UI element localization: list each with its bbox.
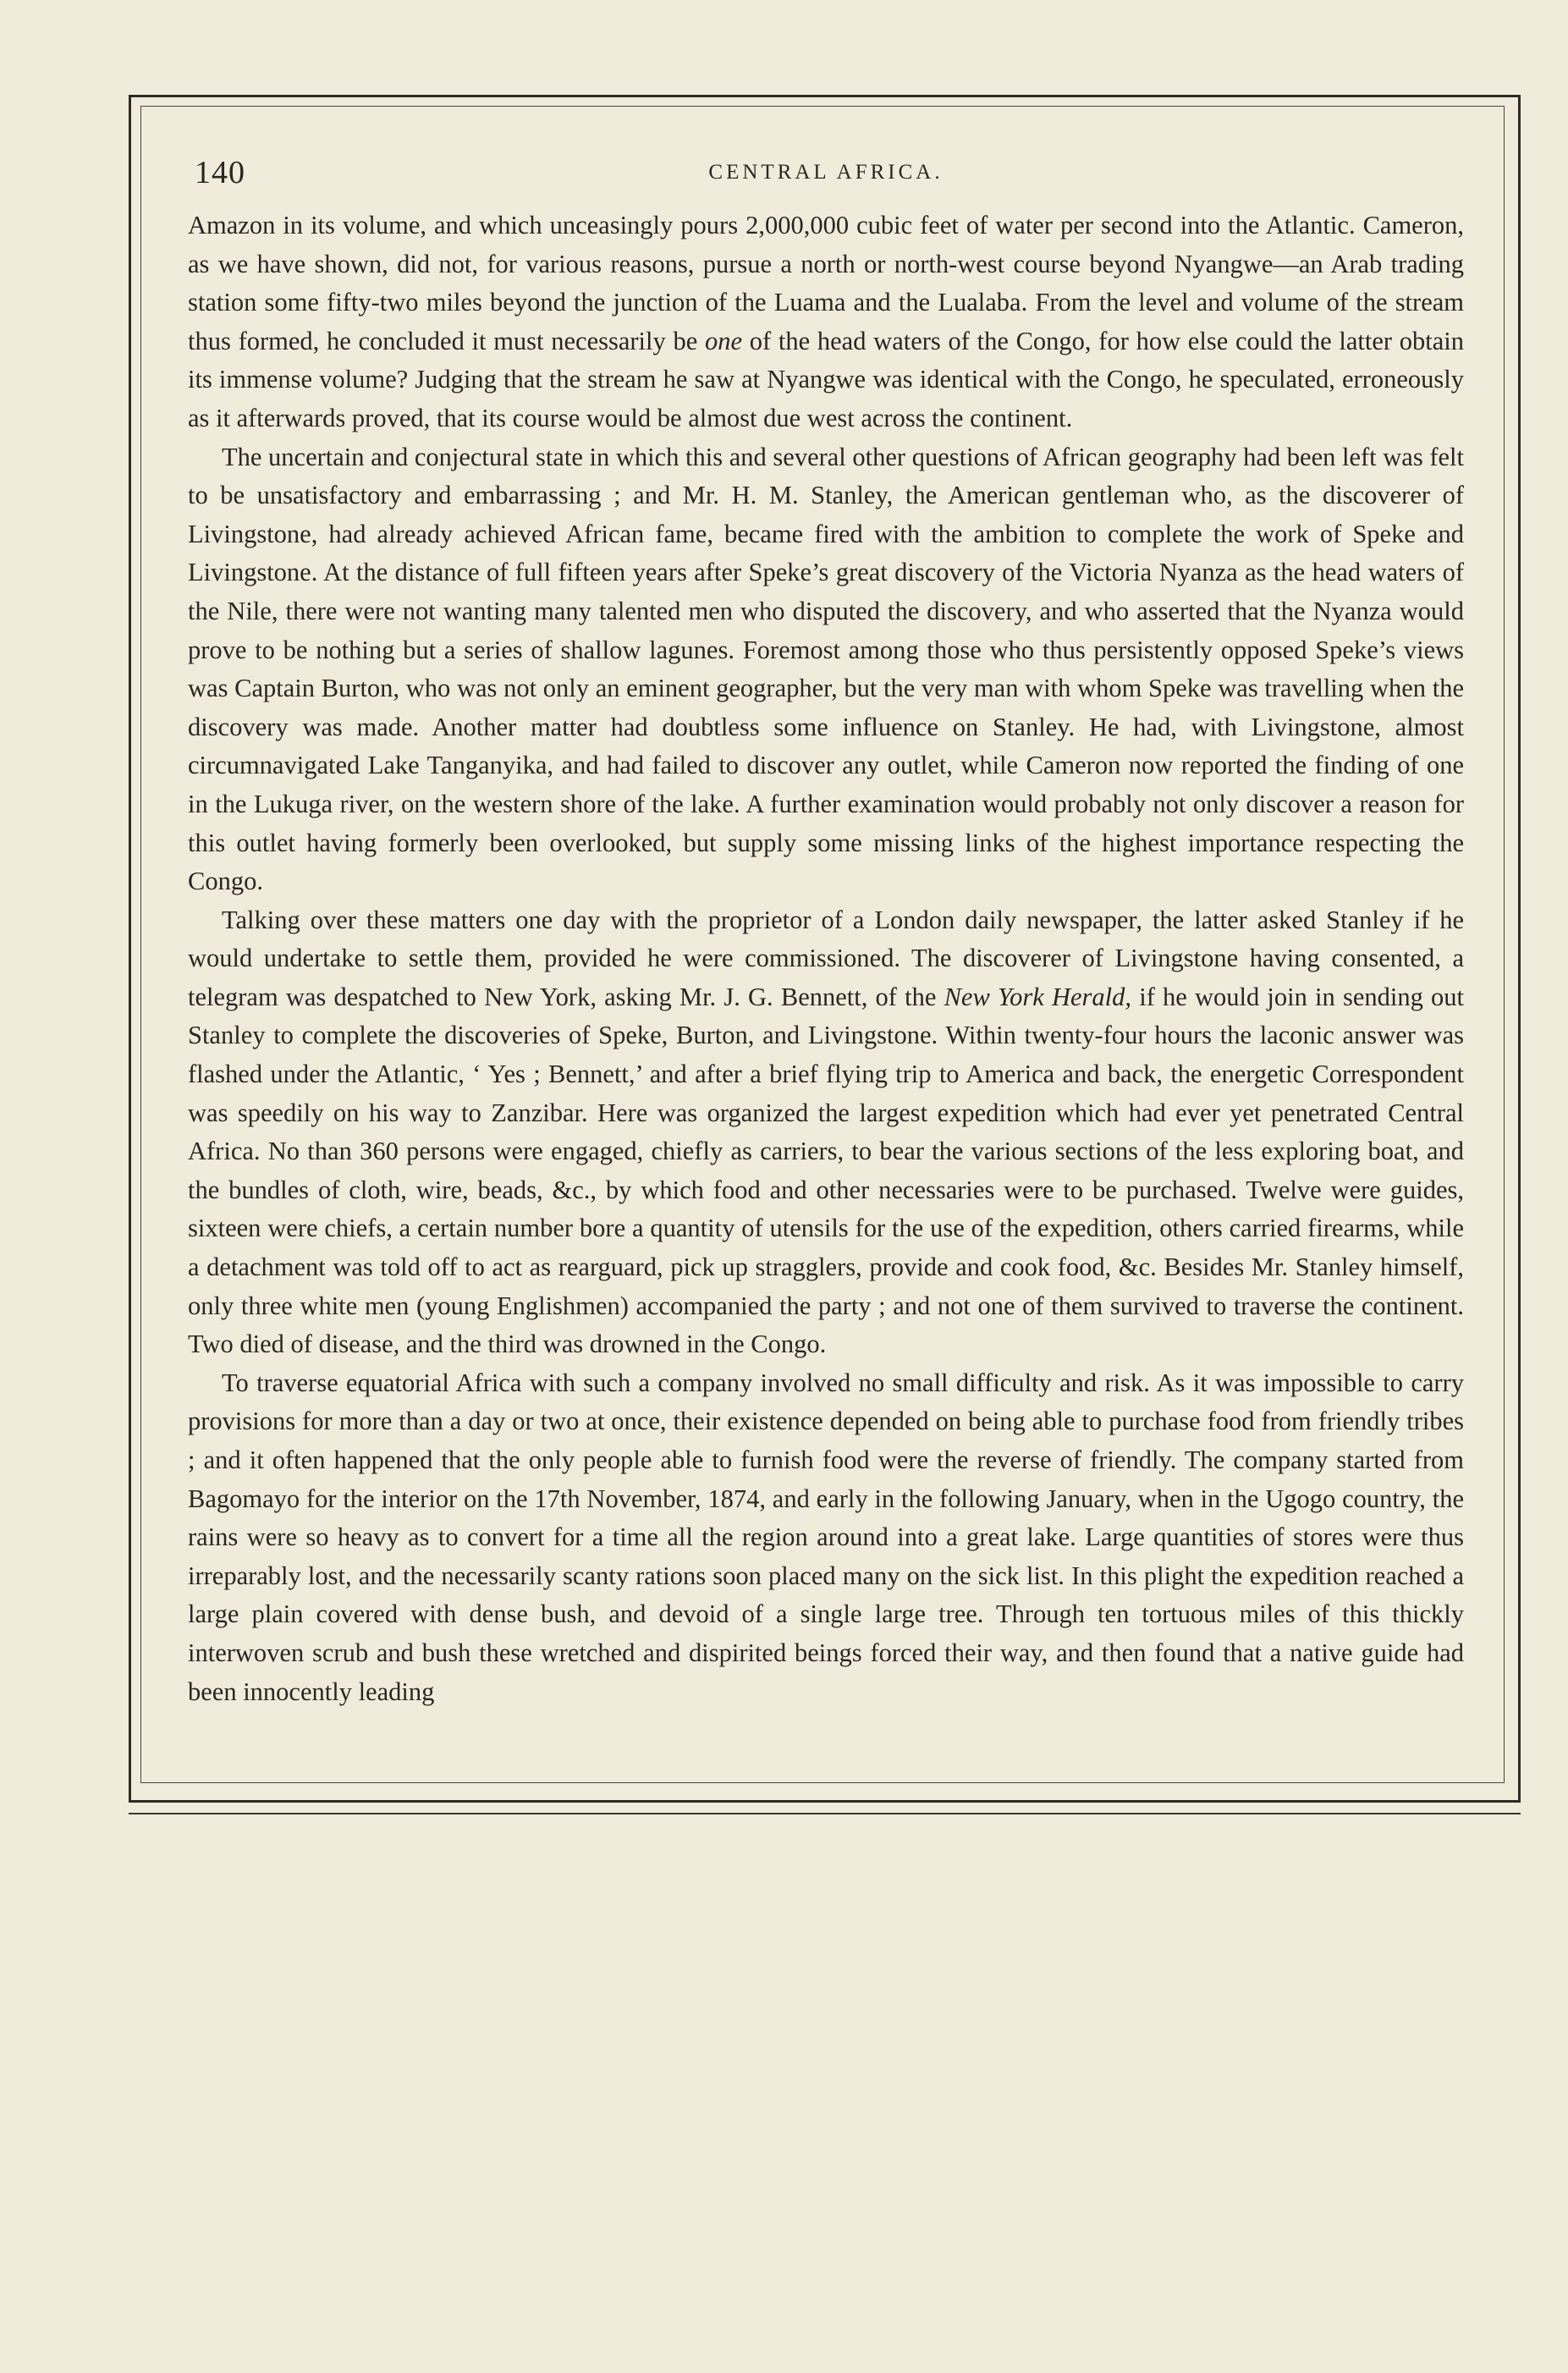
running-title: CENTRAL AFRICA. bbox=[708, 161, 944, 184]
body-text bbox=[188, 206, 1464, 1711]
paragraph-1-italic: one bbox=[704, 326, 743, 355]
paragraph-2: The uncertain and conjectural state in which this and several other questions of African geography had been left was felt to be unsatisfactory and embarrassing ; and Mr. H. M. Stanley, the American gentleman who, as the discoverer of Livingstone, had already achieved African fame, became fired with the ambition to complete the work of Speke and Livingstone. At the distance of full fifteen years after Speke’s great discovery of the Victoria Nyanza as the head waters of the Nile, there were not wanting many talented men who disputed the discovery, and who asserted that the Nyanza would prove to be nothing but a series of shallow lagunes. Foremost among those who thus persistently opposed Speke’s views was Captain Burton, who was not only an eminent geographer, but the very man with whom Speke was travelling when the discovery was made. Another matter had doubtless some influence on Stanley. He had, with Livingstone, almost circumnavigated Lake Tanganyika, and had failed to discover any outlet, while Cameron now reported the finding of one in the Lukuga river, on the western shore of the lake. A further examination would probably not only discover a reason for this outlet having formerly been overlooked, but supply some missing links of the highest importance respecting the Congo. bbox=[188, 442, 1464, 896]
paragraph-1-text: Amazon in its volume, and which unceasingly pours 2,000,000 cubic feet of water per second into the Atlantic. Cameron, as we have shown, did not, for various reasons, pursue a north or north-west course beyond Nyangwe—an Arab trading station some fifty-two miles beyond the junction of the Luama and the Lualaba. From the level and volume of the stream thus formed, he concluded it must necessarily be bbox=[188, 211, 1464, 355]
bottom-rule bbox=[129, 1813, 1521, 1814]
book-page bbox=[188, 154, 1464, 1711]
paragraph-3-text: Talking over these matters one day with the proprietor of a London daily newspaper, the latter asked Stanley if he would undertake to settle them, provided he were commissioned. The discoverer of Livingstone having consented, a telegram was despatched to New York, asking Mr. J. G. Bennett, of the bbox=[188, 905, 1464, 1011]
page-number: 140 bbox=[195, 155, 245, 190]
paragraph-3-text-end: if he would join in sending out Stanley to complete the discoveries of Speke, Burton, and Livingstone. Within twenty-four hours the laconic answer was flashed under the Atlantic, ‘ Yes ; Bennett,’ and after a brief flying trip to America and back, the energetic Correspondent was speedily on his way to Zanzibar. Here was organized the largest expedition which had ever yet penetrated Central Africa. No than 360 persons were engaged, chiefly as carriers, to bear the various sections of the less exploring boat, and the bundles of cloth, wire, beads, &c., by which food and other necessaries were to be purchased. Twelve were guides, sixteen were chiefs, a certain number bore a quantity of utensils for the use of the expedition, others carried firearms, while a detachment was told off to act as rearguard, pick up stragglers, provide and cook food, &c. Besides Mr. Stanley himself, only three white men (young Englishmen) accompanied the party ; and not one of them survived to traverse the continent. Two died of disease, and the third was drowned in the Congo. bbox=[188, 982, 1465, 1359]
paragraph-4: To traverse equatorial Africa with such a company involved no small difficulty and risk. As it was impossible to carry provisions for more than a day or two at once, their existence depended on being able to purchase food from friendly tribes ; and it often happened that the only people able to furnish food were the reverse of friendly. The company started from Bagomayo for the interior on the 17th November, 1874, and early in the following January, when in the Ugogo country, the rains were so heavy as to convert for a time all the region around into a great lake. Large quantities of stores were thus irreparably lost, and the necessarily scanty rations soon placed many on the sick list. In this plight the expedition reached a large plain covered with dense bush, and devoid of a single large tree. Through ten tortuous miles of this thickly interwoven scrub and bush these wretched and dispirited beings forced their way, and then found that a native guide had been innocently leading bbox=[188, 1368, 1464, 1706]
running-head bbox=[188, 154, 1464, 195]
paragraph-1-text-end: of the head waters of the Congo, for how else could the latter obtain its immense volume? Judging that the stream he saw at Nyangwe was identical with the Congo, he speculated, erroneously as it afterwards proved, that its course would be almost due west across the continent. bbox=[188, 326, 1465, 432]
paragraph-1 bbox=[188, 206, 1464, 438]
paragraph-3 bbox=[188, 901, 1464, 1364]
paragraph-3-italic: New York Herald, bbox=[944, 982, 1132, 1011]
